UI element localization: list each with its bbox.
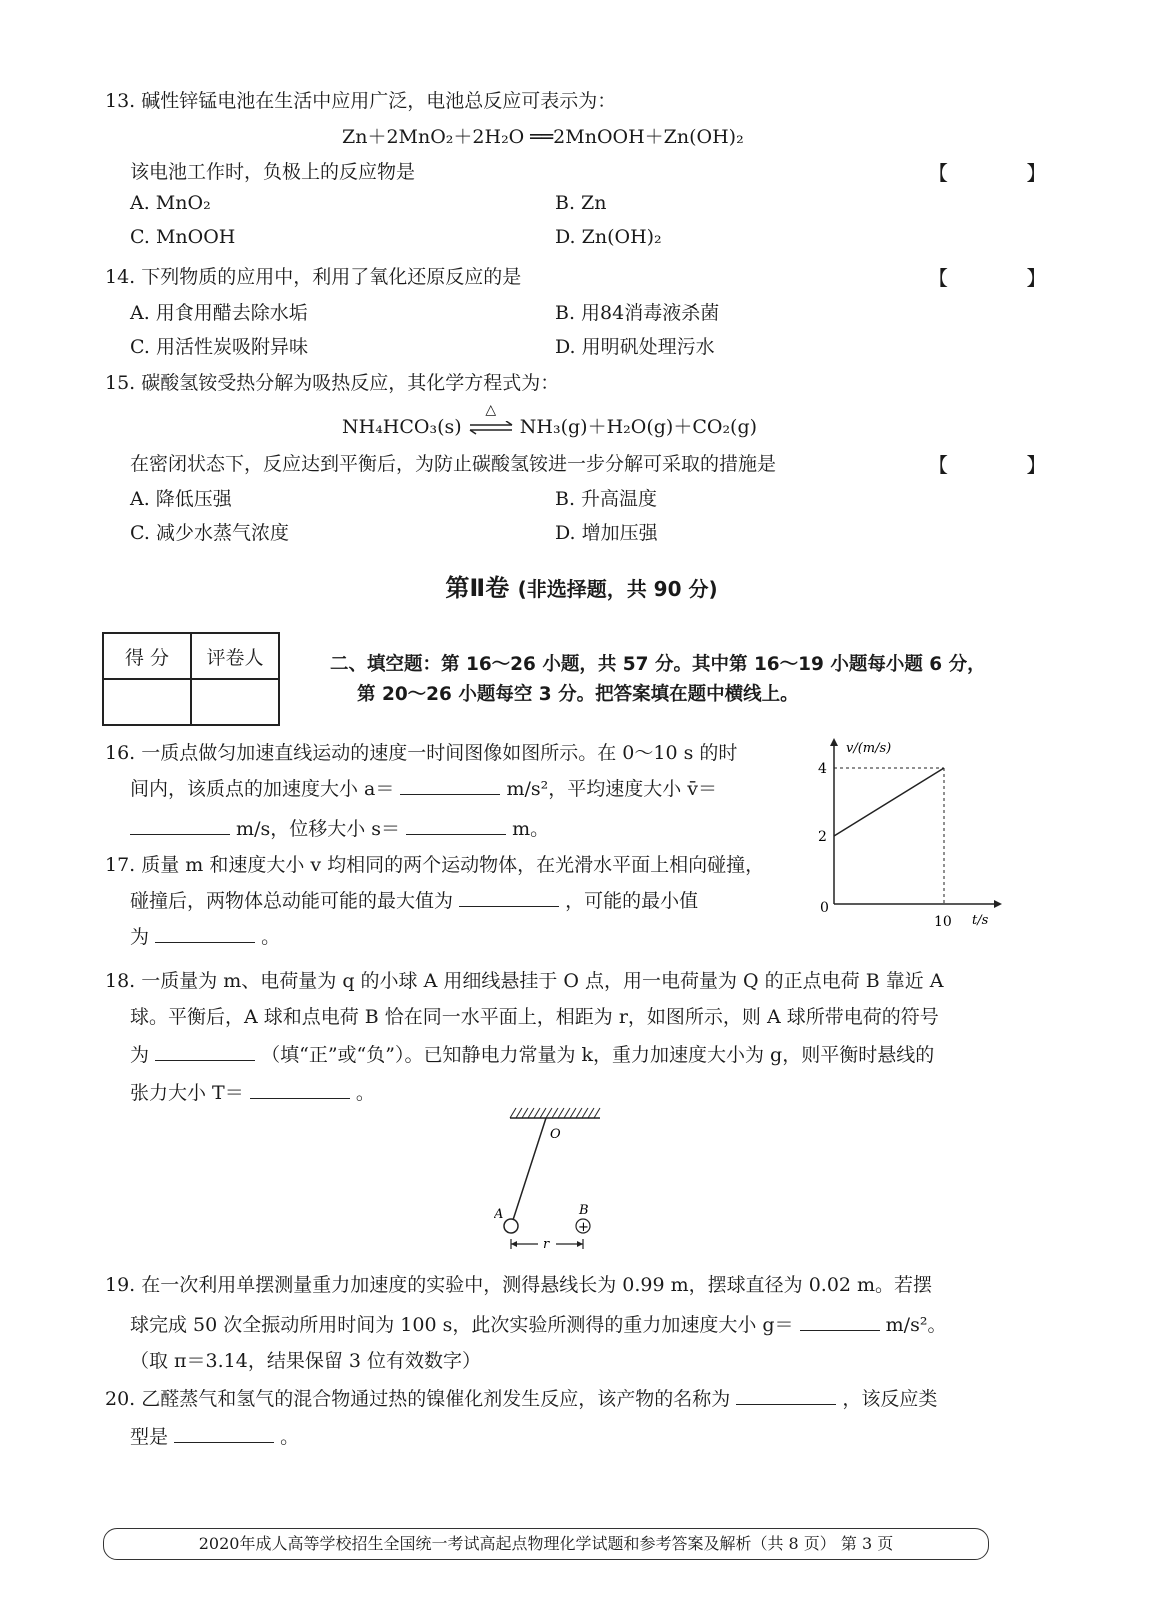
label-o: O: [550, 1127, 561, 1142]
q13-equation: Zn＋2MnO₂＋2H₂O ══2MnOOH＋Zn(OH)₂: [342, 126, 744, 148]
string: [513, 1118, 546, 1220]
q17-line3: [130, 922, 280, 949]
q20-text-shi: 型是: [130, 1426, 169, 1448]
q18-line3: [130, 1040, 934, 1067]
q19-text-unit: m/s²。: [885, 1314, 947, 1336]
q16-line3: [130, 814, 549, 841]
x-tick-label: 10: [934, 914, 952, 930]
q18-text-wei: 为: [130, 1044, 150, 1066]
q19-line3: （取 π＝3.14，结果保留 3 位有效数字）: [130, 1350, 481, 1372]
q19-line2: [130, 1310, 946, 1337]
q13-ask: 该电池工作时，负极上的反应物是: [130, 161, 416, 183]
vt-chart: [808, 734, 1008, 934]
q16-text-avg: m/s²，平均速度大小 v̄＝: [506, 778, 718, 800]
q20-blank-product[interactable]: [736, 1386, 836, 1405]
label-r: r: [543, 1237, 550, 1252]
score-header: 得 分: [103, 633, 191, 679]
q20-text-end: 。: [280, 1426, 300, 1448]
q15-answer-bracket: 【 】: [928, 453, 1083, 477]
q14-option-d: D. 用明矾处理污水: [555, 336, 715, 358]
label-b: B: [579, 1203, 589, 1218]
q20-line1: [105, 1384, 937, 1411]
q18-text-tension: 张力大小 T＝: [130, 1082, 244, 1104]
fill-section-instructions-1: 二、填空题：第 16～26 小题，共 57 分。其中第 16～19 小题每小题 6 分，: [330, 654, 986, 675]
q19-line1: 19. 在一次利用单摆测量重力加速度的实验中，测得悬线长为 0.99 m，摆球直径为 0.02 m。若摆: [105, 1274, 933, 1296]
grader-cell: [191, 679, 279, 725]
q17-line1: 17. 质量 m 和速度大小 v 均相同的两个运动物体，在光滑水平面上相向碰撞，: [105, 854, 765, 876]
label-a: A: [494, 1207, 504, 1222]
series-line: [834, 768, 944, 836]
q18-blank-tension[interactable]: [250, 1080, 350, 1099]
q14-stem: 14. 下列物质的应用中，利用了氧化还原反应的是: [105, 266, 522, 288]
q18-text-rest: （填“正”或“负”）。已知静电力常量为 k，重力加速度大小为 g，则平衡时悬线的: [261, 1044, 935, 1066]
q16-line1: 16. 一质点做匀加速直线运动的速度一时间图像如图所示。在 0～10 s 的时: [105, 742, 738, 764]
section-title: [0, 568, 1163, 603]
q14-option-b: B. 用84消毒液杀菌: [555, 302, 720, 324]
q17-blank-max[interactable]: [459, 888, 559, 907]
q15-equation: [342, 402, 758, 439]
section-title-sub: (非选择题，共 90 分): [517, 577, 718, 601]
y-tick-label: 4: [818, 761, 827, 777]
q18-text-end: 。: [355, 1082, 375, 1104]
q15-option-b: B. 升高温度: [555, 488, 658, 510]
q18-line1: 18. 一质量为 m、电荷量为 q 的小球 A 用细线悬挂于 O 点，用一电荷量为 Q 的正点电荷 B 靠近 A: [105, 970, 944, 992]
q19-text-g: 球完成 50 次全振动所用时间为 100 s，此次实验所测得的重力加速度大小 g＝: [130, 1314, 794, 1336]
q13-option-b: B. Zn: [555, 192, 607, 214]
q17-blank-min[interactable]: [155, 924, 255, 943]
ceiling-hatch: [510, 1108, 600, 1118]
q20-line2: [130, 1422, 299, 1449]
q15-heat-condition: △: [485, 402, 497, 418]
q18-line4: [130, 1078, 375, 1105]
q15-option-d: D. 增加压强: [555, 522, 658, 544]
q15-equation-right: NH₃(g)＋H₂O(g)＋CO₂(g): [519, 416, 758, 438]
x-axis-arrow: [994, 900, 1002, 908]
q17-text-wei: 为: [130, 926, 150, 948]
q13-option-d: D. Zn(OH)₂: [555, 226, 662, 248]
q15-ask: 在密闭状态下，反应达到平衡后，为防止碳酸氢铵进一步分解可采取的措施是: [130, 453, 777, 475]
q14-answer-bracket: 【 】: [928, 266, 1083, 290]
y-tick-label: 2: [818, 829, 827, 845]
ball-a: [504, 1219, 518, 1233]
q13-option-a: A. MnO₂: [130, 192, 211, 214]
y-axis-label: v/(m/s): [846, 741, 892, 756]
q13-answer-bracket: 【 】: [928, 161, 1083, 185]
q15-stem: 15. 碳酸氢铵受热分解为吸热反应，其化学方程式为：: [105, 372, 560, 394]
q20-text-product: 20. 乙醛蒸气和氢气的混合物通过热的镍催化剂发生反应，该产物的名称为: [105, 1388, 731, 1410]
q18-line2: 球。平衡后，A 球和点电荷 B 恰在同一水平面上，相距为 r，如图所示，则 A 球所带电荷的符号: [130, 1006, 939, 1028]
section-title-main: 第Ⅱ卷: [445, 574, 510, 602]
reversible-arrow-icon: [468, 421, 514, 435]
q17-text-min: ，可能的最小值: [565, 890, 699, 912]
q15-option-a: A. 降低压强: [130, 488, 232, 510]
page-footer: 2020年成人高等学校招生全国统一考试高起点物理化学试题和参考答案及解析（共 8 页） 第 3 页: [103, 1528, 989, 1560]
q13-stem: 13. 碱性锌锰电池在生活中应用广泛，电池总反应可表示为：: [105, 90, 617, 112]
q20-text-type: ，该反应类: [842, 1388, 938, 1410]
q16-blank-displacement[interactable]: [406, 816, 506, 835]
q19-blank-g[interactable]: [800, 1312, 880, 1331]
q16-text-unit: m。: [512, 818, 550, 840]
q17-text-max: 碰撞后，两物体总动能可能的最大值为: [130, 890, 454, 912]
q20-blank-type[interactable]: [174, 1424, 274, 1443]
q15-reversible-arrow: [468, 402, 514, 438]
q17-line2: [130, 886, 698, 913]
q14-option-c: C. 用活性炭吸附异味: [130, 336, 308, 358]
x-axis-label: t/s: [972, 913, 989, 928]
grader-header: 评卷人: [191, 633, 279, 679]
y-axis-arrow: [830, 738, 838, 746]
q16-text-disp: m/s，位移大小 s＝: [236, 818, 401, 840]
q15-option-c: C. 减少水蒸气浓度: [130, 522, 289, 544]
q16-text-acc: 间内，该质点的加速度大小 a＝: [130, 778, 395, 800]
q13-option-c: C. MnOOH: [130, 226, 236, 248]
score-cell: [103, 679, 191, 725]
q17-text-end: 。: [261, 926, 281, 948]
score-table: [102, 632, 280, 726]
q16-blank-acceleration[interactable]: [400, 776, 500, 795]
fill-section-instructions-2: 第 20～26 小题每空 3 分。把答案填在题中横线上。: [357, 684, 799, 705]
q15-equation-left: NH₄HCO₃(s): [342, 416, 462, 438]
origin-label: 0: [820, 900, 829, 916]
q18-blank-sign[interactable]: [155, 1042, 255, 1061]
q14-option-a: A. 用食用醋去除水垢: [130, 302, 308, 324]
q16-blank-avg-velocity[interactable]: [130, 816, 230, 835]
pendulum-figure: [494, 1104, 614, 1264]
q16-line2: [130, 774, 717, 801]
charge-b-plus: +: [578, 1220, 589, 1235]
